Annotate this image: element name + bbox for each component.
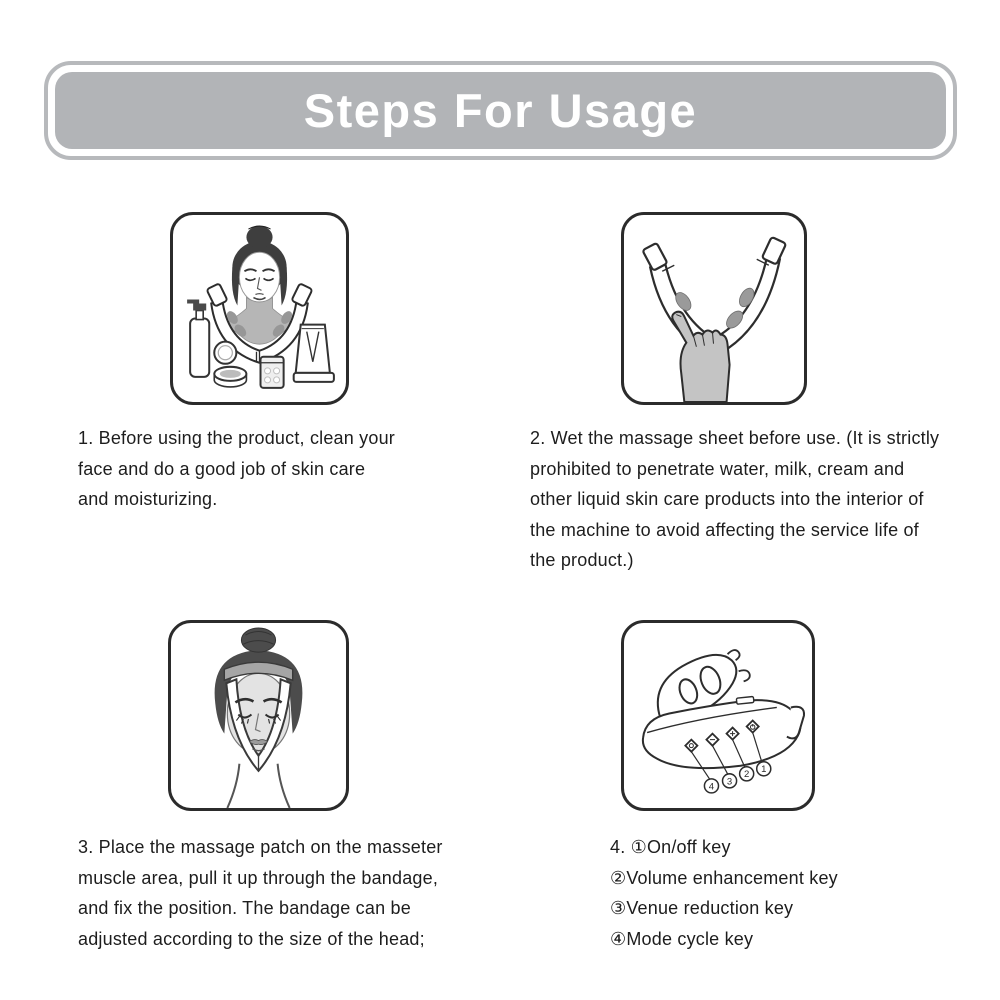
step2-line: other liquid skin care products into the interior of	[530, 489, 924, 509]
step3-line: muscle area, pull it up through the bandage,	[78, 867, 439, 888]
step2-text	[530, 423, 939, 576]
step3-text	[78, 832, 443, 954]
step2-line: prohibited to penetrate water, milk, cream and	[530, 458, 905, 479]
step3-illustration	[168, 620, 349, 811]
page-title: Steps For Usage	[303, 84, 698, 137]
label-key-4: 4	[708, 781, 715, 793]
step1-line: and moisturizing.	[78, 489, 218, 509]
step1-line: face and do a good job of skin care	[78, 458, 366, 479]
step2-line: 2. Wet the massage sheet before use. (It is strictly	[530, 428, 940, 448]
woman-face-with-bandage	[215, 628, 303, 808]
step2-line: the machine to avoid affecting the service life of	[530, 519, 919, 540]
step3-line: 3. Place the massage patch on the masseter	[78, 837, 443, 857]
step4-line: 4. ①On/off key	[610, 837, 731, 857]
woman-with-bandage-icon	[171, 623, 346, 808]
cream-jar-icon	[261, 357, 284, 388]
step2-illustration	[621, 212, 807, 405]
header-banner-fill	[55, 72, 946, 149]
pointing-hand-icon	[672, 312, 729, 402]
cosmetic-tube-icon	[294, 325, 334, 382]
device-body	[643, 650, 804, 768]
step1-line: 1. Before using the product, clean your	[78, 428, 395, 448]
step3-line: and fix the position. The bandage can be	[78, 898, 411, 918]
step3-line: adjusted according to the size of the head;	[78, 928, 425, 949]
step1-illustration	[170, 212, 349, 405]
label-key-1: 1	[761, 764, 767, 776]
device-buttons-diagram-icon	[624, 623, 812, 808]
step4-illustration	[621, 620, 815, 811]
step4-line: ③Venue reduction key	[610, 898, 794, 918]
step4-line: ②Volume enhancement key	[610, 867, 838, 888]
hand-touching-device-icon	[624, 215, 804, 402]
step4-line: ④Mode cycle key	[610, 928, 754, 949]
step2-line: the product.)	[530, 550, 634, 570]
label-key-3: 3	[726, 776, 733, 788]
header-banner	[44, 61, 957, 160]
pump-bottle-icon	[187, 299, 209, 376]
step4-text	[610, 832, 838, 954]
step1-text	[78, 423, 395, 515]
woman-with-massager-and-skincare-icon	[173, 215, 346, 402]
label-key-2: 2	[743, 769, 750, 781]
